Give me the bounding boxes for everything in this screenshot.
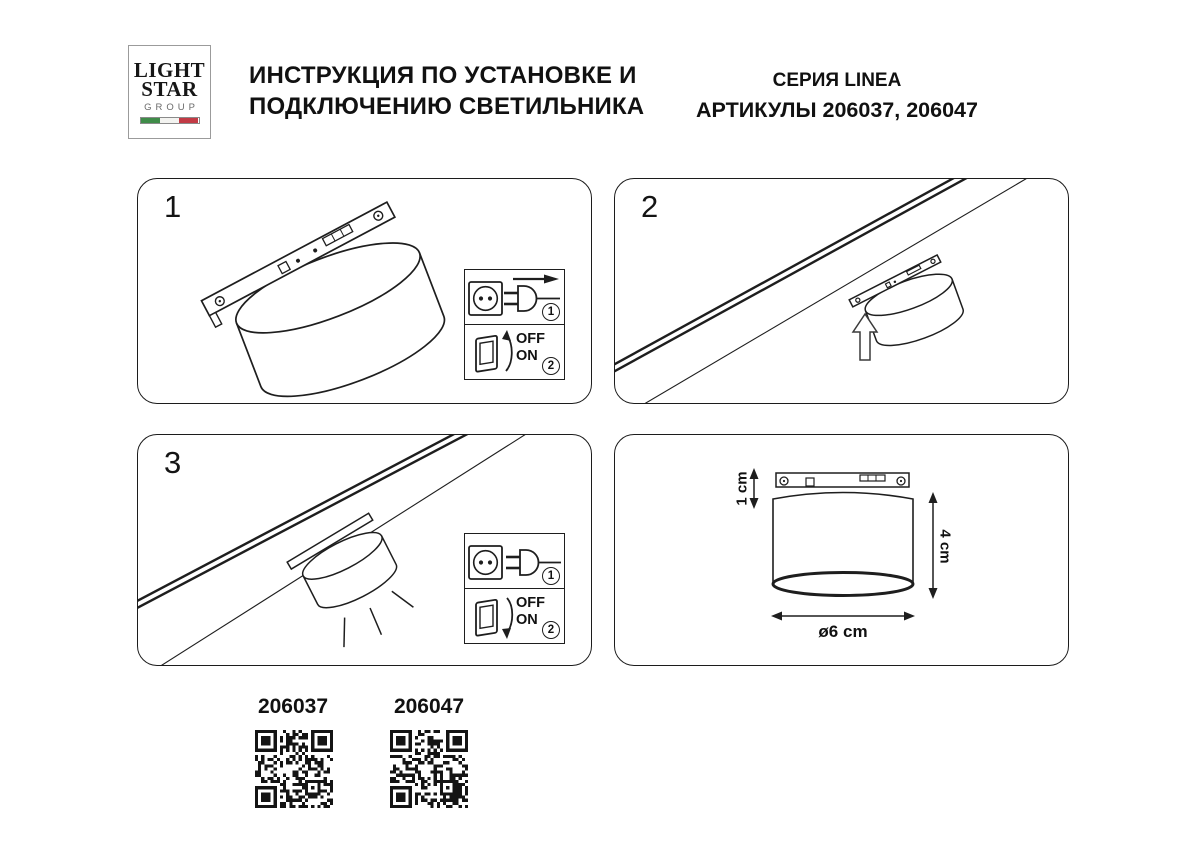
qr-code-206037	[255, 730, 333, 808]
lightstar-logo	[128, 45, 211, 139]
legend-switch-row	[465, 325, 564, 380]
logo-text-light: LIGHT	[133, 57, 206, 82]
plate-height-label: 1 cm	[733, 471, 751, 506]
italian-flag-bar	[140, 117, 200, 124]
qr-code-206047	[390, 730, 468, 808]
article-numbers: АРТИКУЛЫ 206037, 206047	[696, 98, 978, 122]
step-badge-2: 2	[542, 621, 560, 639]
step-badge-2: 2	[542, 357, 560, 375]
wall-switch-icon	[469, 326, 519, 376]
off-text: OFF	[516, 330, 545, 347]
diameter-label: ø6 cm	[818, 622, 868, 641]
flag-green-segment	[141, 118, 160, 123]
page-title-line2: ПОДКЛЮЧЕНИЮ СВЕТИЛЬНИКА	[249, 93, 645, 120]
step-2-number: 2	[641, 189, 659, 224]
off-on-label	[516, 595, 545, 629]
flag-red-segment	[179, 118, 198, 123]
dimensions-panel	[614, 434, 1069, 666]
step-badge-1: 1	[542, 567, 560, 585]
step-3-panel	[137, 434, 592, 666]
page-title	[249, 60, 644, 122]
qr-article-label-206047: 206047	[393, 695, 465, 718]
track-mount-drawing	[615, 179, 1069, 404]
connection-legend	[464, 533, 565, 644]
logo-text-group: GROUP	[144, 101, 199, 113]
flag-white-segment	[160, 118, 179, 123]
step-1-number: 1	[164, 189, 182, 224]
series-name: СЕРИЯ LINEA	[772, 70, 902, 91]
page-title-line1: ИНСТРУКЦИЯ ПО УСТАНОВКЕ И	[249, 62, 637, 89]
body-height-label: 4 cm	[936, 529, 954, 564]
step-2-panel	[614, 178, 1069, 404]
on-text: ON	[516, 347, 538, 364]
logo-text-star: STAR	[141, 76, 198, 101]
step-badge-1: 1	[542, 303, 560, 321]
wall-switch-icon	[469, 590, 519, 640]
series-header	[637, 70, 1037, 123]
legend-switch-row	[465, 589, 564, 644]
legend-unplug-row	[465, 270, 564, 325]
step-1-panel	[137, 178, 592, 404]
off-on-label	[516, 331, 545, 365]
step-3-number: 3	[164, 445, 182, 480]
qr-article-label-206037: 206037	[257, 695, 329, 718]
on-text: ON	[516, 611, 538, 628]
off-text: OFF	[516, 594, 545, 611]
legend-plug-in-row	[465, 534, 564, 589]
connection-legend	[464, 269, 565, 380]
